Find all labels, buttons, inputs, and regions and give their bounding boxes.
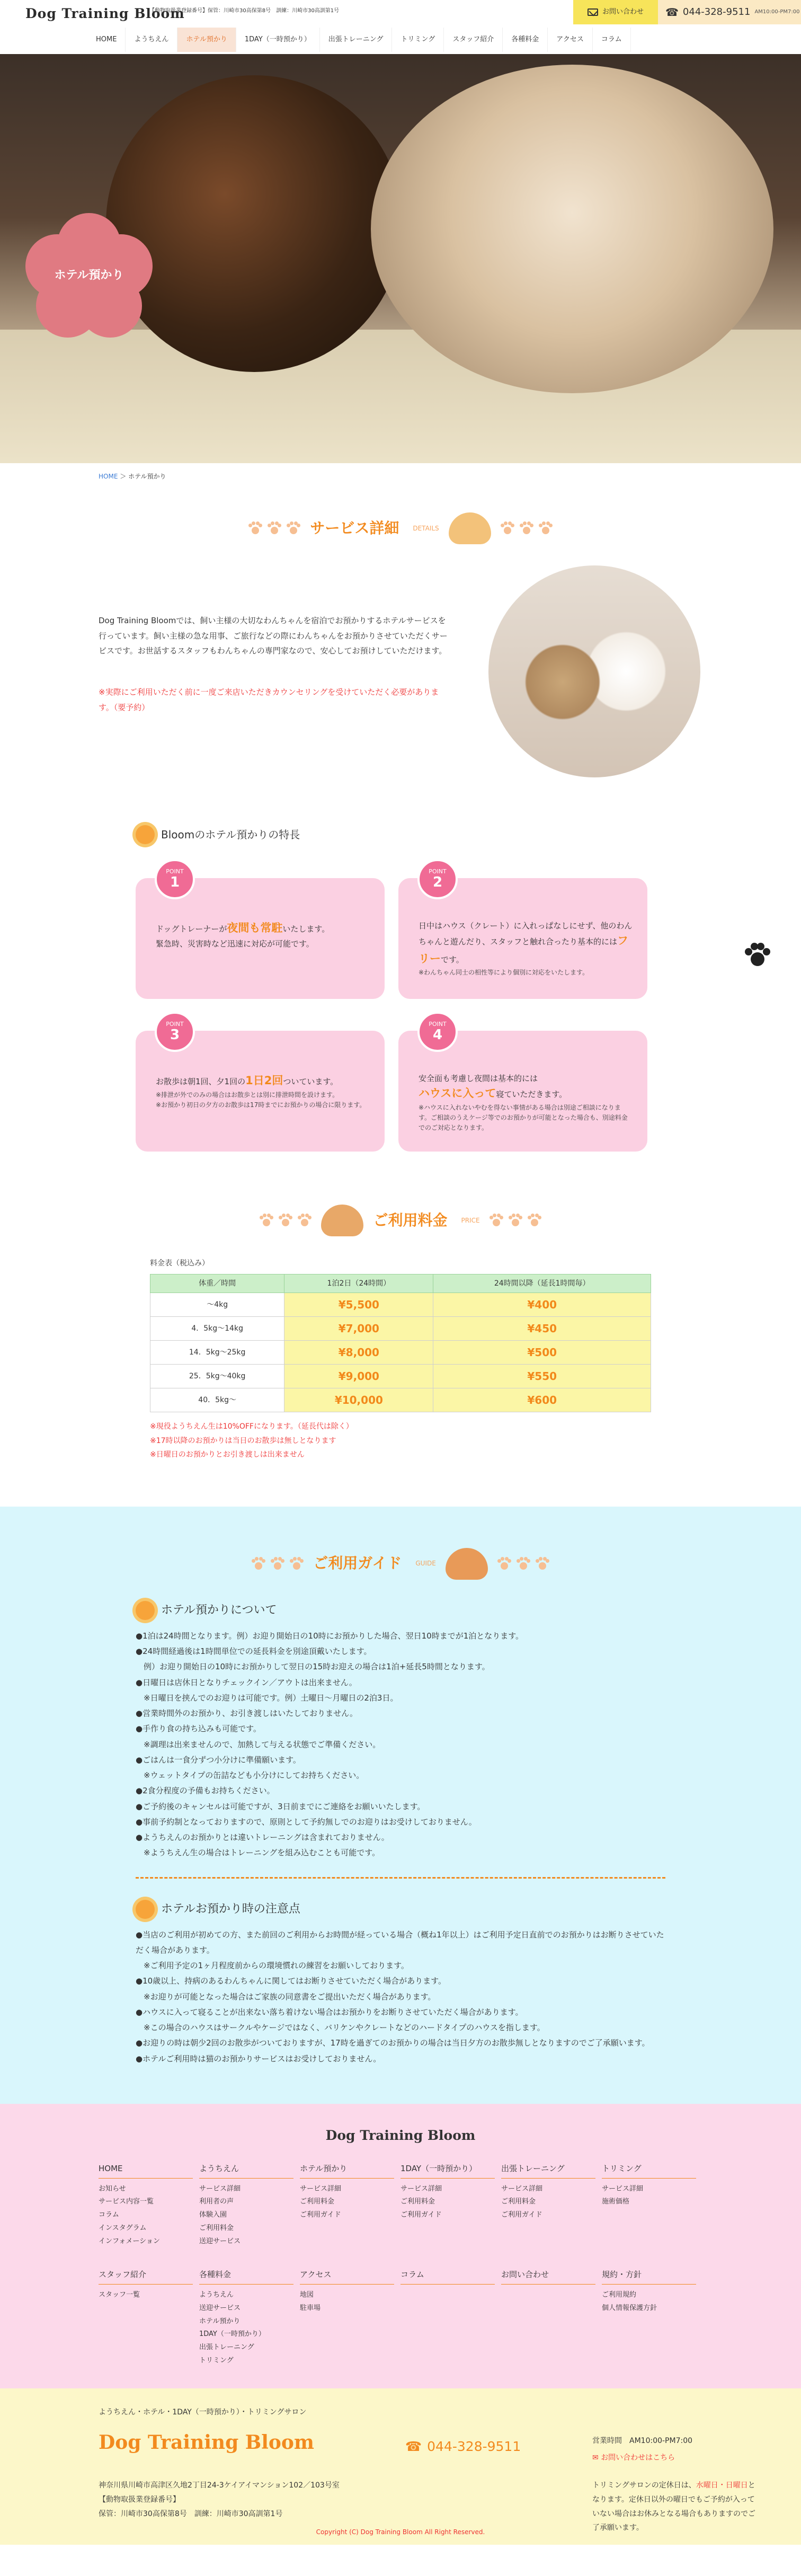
- paw-right-icon: [497, 1557, 549, 1571]
- footer-link[interactable]: ご利用ガイド: [300, 2211, 341, 2219]
- list-item: ●日曜日は店休日となりチェックイン／アウトは出来ません。: [136, 1677, 357, 1687]
- footer-link[interactable]: ようちえん: [199, 2291, 234, 2299]
- paw-icon: [528, 1214, 541, 1227]
- footer-col-heading[interactable]: 出張トレーニング: [501, 2162, 595, 2179]
- price-table: 体重／時間 1泊2日（24時間） 24時間以降（延長1時間毎） 〜4kg ¥5,500 ¥400 4．5kg〜14kg ¥7,000 ¥450 14．5kg〜25kg ¥8,000 ¥500 25．5kg〜40kg ¥9,000 ¥550 40．5kg〜 ¥10,000 ¥600: [150, 1274, 651, 1412]
- footer-col-heading[interactable]: お問い合わせ: [501, 2268, 595, 2285]
- footer-link[interactable]: 体験入園: [199, 2211, 227, 2219]
- list-item: ※この場合のハウスはサークルやケージではなく、バリケンやクレートなどのハードタイプのハウスを指します。: [136, 2023, 545, 2032]
- paw-icon: [248, 521, 262, 535]
- paw-left-icon: [248, 521, 300, 535]
- list-item: 例）お迎り開始日の10時にお預かりして翌日の15時お迎えの場合は1泊+延長5時間となります。: [136, 1662, 490, 1672]
- footer-link[interactable]: ご利用料金: [501, 2198, 536, 2206]
- footer-link[interactable]: インフォメーション: [99, 2237, 160, 2245]
- list-item: ●ハウスに入って寝ることが出来ない落ち着けない場合はお預かりをお断りさせていただく場合があります。: [136, 2007, 523, 2017]
- footer-col-heading[interactable]: 規約・方針: [602, 2268, 696, 2285]
- dog-illustration-icon: [449, 512, 491, 544]
- footer-link[interactable]: 送迎サービス: [199, 2304, 241, 2312]
- point-badge: POINT 1: [155, 859, 195, 899]
- list-item: ●10歳以上、持病のあるわんちゃんに関してはお断りさせていただく場合があります。: [136, 1976, 446, 1986]
- footer-col: [300, 2162, 400, 2248]
- nav-access[interactable]: アクセス: [548, 28, 593, 52]
- footer-link[interactable]: ご利用規約: [602, 2291, 637, 2299]
- list-item: ※ご利用予定の1ヶ月程度前からの環境慣れの練習をお願いしております。: [136, 1961, 409, 1970]
- nav-column[interactable]: コラム: [593, 28, 631, 52]
- paw-icon: [520, 521, 533, 535]
- point-badge: POINT 3: [155, 1012, 195, 1052]
- footer-col: [501, 2162, 602, 2248]
- paw-icon: [490, 1214, 503, 1227]
- footer-link[interactable]: ご利用料金: [300, 2198, 335, 2206]
- footer-link[interactable]: サービス内容一覧: [99, 2198, 154, 2206]
- footer-link[interactable]: 地図: [300, 2291, 314, 2299]
- nav-home[interactable]: HOME: [87, 28, 126, 52]
- paw-icon: [260, 1214, 273, 1227]
- footer-address: 神奈川県川崎市高津区久地2丁目24-3ケイアイマンション102／103号室 【動物取扱業登録番号】 保管：川崎市30高保第8号 訓練：川崎市30高訓第1号: [99, 2481, 340, 2518]
- footer-link[interactable]: 1DAY（一時預かり）: [199, 2330, 265, 2339]
- price-row: 14．5kg〜25kg ¥8,000 ¥500: [150, 1340, 651, 1364]
- footer-col: [602, 2162, 702, 2248]
- footer-col-heading[interactable]: ホテル預かり: [300, 2162, 394, 2179]
- paw-float-icon[interactable]: [741, 938, 775, 972]
- nav-trimming[interactable]: トリミング: [392, 28, 444, 52]
- point-badge: POINT 4: [417, 1012, 458, 1052]
- footer-col: [300, 2268, 400, 2367]
- footer-link[interactable]: ホテル預かり: [199, 2317, 241, 2325]
- list-item: ●ご予約後のキャンセルは可能ですが、3日前までにご連絡をお願いいたします。: [136, 1801, 425, 1811]
- footer-col: [400, 2162, 501, 2248]
- paw-right-icon: [501, 521, 553, 535]
- paw-icon: [252, 1557, 265, 1571]
- registration-number: 【動物取扱業登録番号】保管：川崎市30高保第8号 訓練：川崎市30高訓第1号: [149, 8, 340, 14]
- footer-col: [501, 2268, 602, 2367]
- footer-col: [400, 2268, 501, 2367]
- dashed-divider: [136, 1877, 665, 1879]
- guide-list-2: [136, 1927, 665, 2067]
- flower-icon: [136, 1601, 155, 1620]
- list-item: ●事前予約制となっておりますので、原則として予約無しでのお迎りはお受けしておりません。: [136, 1817, 477, 1827]
- list-item: ●ホテルご利用時は猫のお預かりサービスはお受けしておりません。: [136, 2053, 381, 2064]
- paw-icon: [497, 1557, 511, 1571]
- footer-col: [99, 2162, 199, 2248]
- service-text: Dog Training Bloomでは、飼い主様の大切なわんちゃんを宿泊でお預かりするホテルサービスを行っています。飼い主様の急な用事、ご旅行などの際にわんちゃんをお預かりさせていただくサービスです。お世話するスタッフもわんちゃんの専門家なので、安心してお預けしていただけます。: [99, 616, 448, 656]
- phone-icon: ☎: [665, 6, 679, 19]
- hero-title: ホテル預かり: [54, 269, 124, 282]
- price-caption: 料金表（税込み）: [150, 1259, 209, 1268]
- footer-hours: 営業時間 AM10:00-PM7:00: [592, 2437, 693, 2446]
- footer-link[interactable]: 送迎サービス: [199, 2237, 241, 2245]
- guide-list-1: [136, 1628, 665, 1861]
- breadcrumb-home[interactable]: HOME: [99, 473, 118, 480]
- features-heading: Bloomのホテル預かりの特長: [136, 825, 665, 844]
- nav-1day[interactable]: 1DAY（一時預かり）: [236, 28, 320, 52]
- guide-heading-2: ホテルお預かり時の注意点: [136, 1900, 665, 1919]
- footer-link[interactable]: 施術価格: [602, 2198, 630, 2206]
- dog-illustration-icon: [321, 1205, 363, 1236]
- nav-training[interactable]: 出張トレーニング: [320, 28, 393, 52]
- footer-link[interactable]: 駐車場: [300, 2304, 321, 2312]
- paw-icon: [536, 1557, 549, 1571]
- footer-link[interactable]: サービス詳細: [501, 2184, 543, 2193]
- paw-icon: [290, 1557, 304, 1571]
- service-photo: [488, 565, 700, 777]
- footer-sitemap: [0, 2104, 801, 2389]
- copyright: Copyright (C) Dog Training Bloom All Right Reserved.: [316, 2528, 485, 2536]
- features: [136, 825, 665, 1152]
- footer-col-heading[interactable]: HOME: [99, 2162, 193, 2179]
- footer-link[interactable]: コラム: [99, 2211, 119, 2219]
- paw-icon: [268, 521, 281, 535]
- list-item: ●手作り食の持ち込みも可能です。: [136, 1724, 261, 1734]
- footer-link[interactable]: 個人情報保護方針: [602, 2304, 657, 2312]
- flower-icon: [136, 825, 155, 844]
- point-badge: POINT 2: [417, 859, 458, 899]
- service-detail: [0, 565, 801, 799]
- dog-illustration-icon: [446, 1548, 488, 1580]
- footer-link[interactable]: インスタグラム: [99, 2224, 147, 2232]
- price-section: [150, 1258, 651, 1462]
- paw-left-icon: [252, 1557, 304, 1571]
- list-item: ※調理は出来ませんので、加熱して与える状態でご準備ください。: [136, 1739, 381, 1749]
- main-nav: [87, 28, 631, 52]
- breadcrumb-current: ホテル預かり: [128, 473, 166, 480]
- footer-phone[interactable]: ☎ 044-328-9511: [405, 2436, 521, 2457]
- nav-kindergarten[interactable]: ようちえん: [126, 28, 177, 52]
- footer-col: [199, 2162, 300, 2248]
- paw-icon: [517, 1557, 530, 1571]
- price-row: 25．5kg〜40kg ¥9,000 ¥550: [150, 1364, 651, 1388]
- list-item: ●営業時間外のお預かり、お引き渡しはいたしておりません。: [136, 1709, 358, 1718]
- flower-icon: [136, 1900, 155, 1919]
- footer-link[interactable]: ご利用料金: [400, 2198, 435, 2206]
- footer-col-heading[interactable]: コラム: [400, 2268, 495, 2285]
- footer-link[interactable]: サービス詳細: [199, 2184, 241, 2193]
- list-item: ※お迎りが可能となった場合はご家族の同意書をご提出いただく場合があります。: [136, 1991, 436, 2002]
- nav-staff[interactable]: スタッフ紹介: [444, 28, 503, 52]
- service-notice: ※実際にご利用いただく前に一度ご来店いただきカウンセリングを受けていただく必要があります。（要予約）: [99, 687, 439, 712]
- footer-col-heading[interactable]: トリミング: [602, 2162, 696, 2179]
- paw-icon: [539, 521, 553, 535]
- footer-link[interactable]: 利用者の声: [199, 2198, 234, 2206]
- header-phone[interactable]: 044-328-9511: [682, 6, 751, 17]
- contact-button[interactable]: お問い合わせ: [573, 0, 658, 24]
- paw-icon: [271, 1557, 284, 1571]
- feature-card-3: POINT 3 お散歩は朝1回、夕1回の1日2回ついています。 ※排泄が外でのみの場合はお散歩とは別に排泄時間を設けます。 ※お預かり初日の夕方のお散歩は17時までにお預かりの場合に限ります。: [136, 1031, 385, 1152]
- price-row: 〜4kg ¥5,500 ¥400: [150, 1293, 651, 1316]
- hero-image: [0, 54, 801, 463]
- feature-card-1: POINT 1 ドッグトレーナーが夜間も常駐いたします。 緊急時、災害時など迅速に対応が可能です。: [136, 878, 385, 999]
- footer-link[interactable]: サービス詳細: [400, 2184, 442, 2193]
- footer-col: [602, 2268, 702, 2367]
- footer-link[interactable]: お知らせ: [99, 2184, 126, 2193]
- list-item: ●ようちえんのお預かりとは違いトレーニングは含まれておりません。: [136, 1833, 389, 1842]
- footer-link[interactable]: ご利用ガイド: [501, 2211, 542, 2219]
- price-row: 40．5kg〜 ¥10,000 ¥600: [150, 1388, 651, 1412]
- footer-link[interactable]: サービス詳細: [300, 2184, 342, 2193]
- hero-dog-light: [371, 65, 773, 393]
- footer-closed-days: トリミングサロンの定休日は、水曜日・日曜日となります。定休日以外の曜日でもご予約が入っていない場合はお休みとなる場合もありますのでご了承願います。: [592, 2481, 755, 2533]
- footer-info: ようちえん・ホテル・1DAY（一時預かり）・トリミングサロン Dog Training Bloom 神奈川県川崎市高津区久地2丁目24-3ケイアイマンション102／103号室 【動物取扱業登録番号】 保管：川崎市30高保第8号 訓練：川崎市30高訓第1号 ☎ 044-328-9511 営業時間 AM10:00-PM7:00 ✉ お問い合わせはこちら トリミングサロンの定休日は、水曜日・日曜日となります。定休日以外の曜日でもご予約が入っていない場合はお休みとなる場合もありますのでご了承願います。 Copyright (C) Dog Training Bloom All Right Reserved.: [0, 2388, 801, 2545]
- footer-link[interactable]: トリミング: [199, 2356, 234, 2365]
- footer-col-heading[interactable]: 1DAY（一時預かり）: [400, 2162, 495, 2179]
- service-title: サービス詳細 DETAILS: [0, 512, 801, 544]
- footer-col-heading[interactable]: アクセス: [300, 2268, 394, 2285]
- list-item: ●1泊は24時間となります。例）お迎り開始日の10時にお預かりした場合、翌日10時までが1泊となります。: [136, 1631, 524, 1641]
- paw-left-icon: [260, 1214, 312, 1227]
- paw-icon: [298, 1214, 312, 1227]
- nav-price[interactable]: 各種料金: [503, 28, 548, 52]
- footer-col: [199, 2268, 300, 2367]
- footer-link[interactable]: ご利用料金: [199, 2224, 234, 2232]
- guide-section: [0, 1507, 801, 2104]
- list-item: ●24時間経過後は1時間単位での延長料金を別途頂戴いたします。: [136, 1646, 372, 1656]
- footer-link[interactable]: 出張トレーニング: [199, 2343, 254, 2351]
- price-notes: ※現役ようちえん生は10%OFFになります。（延長代は除く） ※17時以降のお預かりは当日のお散歩は無しとなります ※日曜日のお預かりとお引き渡しは出来ません: [150, 1422, 353, 1459]
- list-item: ※ようちえん生の場合はトレーニングを組み込むことも可能です。: [136, 1848, 380, 1858]
- footer-col-heading[interactable]: ようちえん: [199, 2162, 293, 2179]
- price-title: ご利用料金 PRICE: [0, 1205, 801, 1236]
- footer-col: [99, 2268, 199, 2367]
- feature-card-4: POINT 4 安全面も考慮し夜間は基本的には ハウスに入って寝ていただきます。 ※ハウスに入れないやむを得ない事情がある場合は別途ご相談になります。ご相談のうえケージ等でのお預かりが可能となった場合も、別途料金でのご対応となります。: [398, 1031, 647, 1152]
- hero-flower-badge: [25, 213, 153, 340]
- phone-box[interactable]: [658, 0, 801, 24]
- list-item: ※日曜日を挟んでのお迎りは可能です。例）土曜日〜月曜日の2泊3日。: [136, 1693, 398, 1703]
- phone-icon: ☎: [405, 2439, 422, 2455]
- guide-title: ご利用ガイド GUIDE: [0, 1548, 801, 1580]
- footer-link[interactable]: サービス詳細: [602, 2184, 644, 2193]
- footer-col-heading[interactable]: 各種料金: [199, 2268, 293, 2285]
- footer-link[interactable]: ご利用ガイド: [400, 2211, 442, 2219]
- guide-heading-1: ホテル預かりについて: [136, 1601, 665, 1620]
- nav-hotel[interactable]: ホテル預かり: [177, 28, 236, 52]
- site-header: [0, 0, 801, 54]
- footer-logo[interactable]: Dog Training Bloom: [325, 2127, 476, 2143]
- footer-contact-link[interactable]: ✉ お問い合わせはこちら: [592, 2454, 675, 2463]
- footer-brand: Dog Training Bloom: [99, 2431, 315, 2454]
- paw-right-icon: [490, 1214, 541, 1227]
- footer-col-heading[interactable]: スタッフ紹介: [99, 2268, 193, 2285]
- paw-icon: [279, 1214, 292, 1227]
- paw-icon: [287, 521, 300, 535]
- feature-card-2: POINT 2 日中はハウス（クレート）に入れっぱなしにせず、他のわんちゃんと遊んだり、スタッフと触れ合ったり基本的にはフリーです。 ※わんちゃん同士の相性等により個別に対応をいたします。: [398, 878, 647, 999]
- list-item: ●当店のご利用が初めての方、また前回のご利用からお時間が経っている場合（概ね1年以上）はご利用予定日直前でのお預かりはお断りさせていただく場合があります。: [136, 1929, 664, 1955]
- footer-link[interactable]: スタッフ一覧: [99, 2291, 140, 2299]
- breadcrumb: HOME ＞ ホテル預かり: [99, 473, 166, 480]
- price-row: 4．5kg〜14kg ¥7,000 ¥450: [150, 1316, 651, 1340]
- list-item: ●お迎りの時は朝少2回のお散歩がついておりますが、17時を過ぎてのお預かりの場合は当日夕方のお散歩無しとなりますのでご了承願います。: [136, 2038, 650, 2048]
- list-item: ※ウェットタイプの缶詰なども小分けにしてお持ちください。: [136, 1771, 364, 1780]
- site-logo[interactable]: Dog Training Bloom: [25, 6, 185, 21]
- list-item: ●2食分程度の予備もお持ちください。: [136, 1786, 275, 1796]
- header-hours: AM10:00-PM7:00: [754, 9, 800, 15]
- mail-icon: [588, 8, 598, 16]
- paw-icon: [509, 1214, 522, 1227]
- paw-icon: [501, 521, 514, 535]
- list-item: ●ごはんは一食分ずつ小分けに準備願います。: [136, 1755, 301, 1765]
